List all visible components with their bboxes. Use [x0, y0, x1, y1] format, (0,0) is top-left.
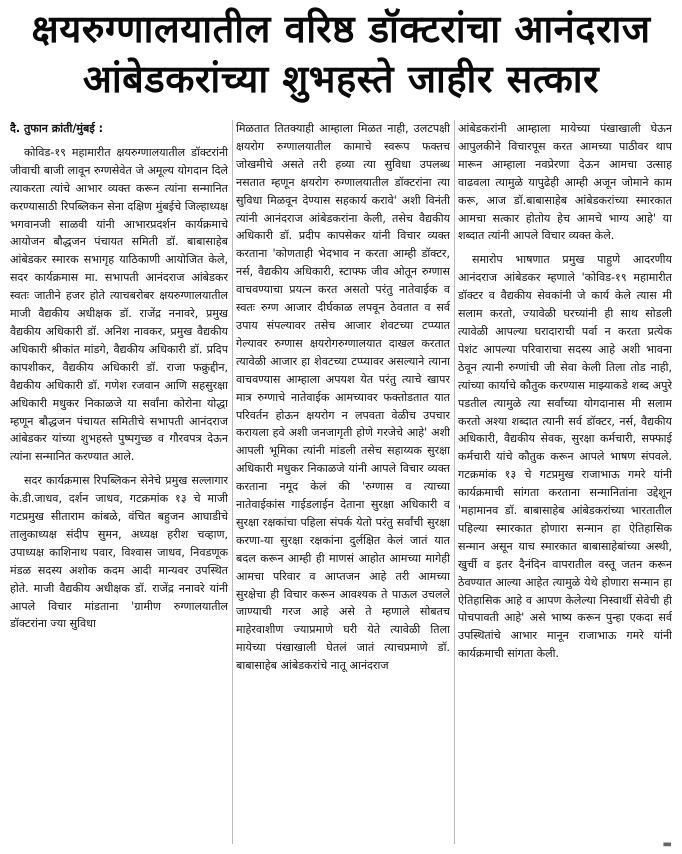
paragraph: कोविड-१९ महामारीत क्षयरुग्णालयातील डॉक्टरांनी जीवाची बाजी लावून रुग्णसेवेत जे अमूल्य योगदान दिले त्याकरता त्यांचे आभार व्यक्त करून त्यांना सन्मानित करण्यासाठी रिपब्लिकन सेना दक्षिण मुंबईचे जिल्हाध्यक्ष भगवानजी साळवी यांनी आभारप्रदर्शन कार्यक्रमाचे आयोजन बौद्धजन पंचायत समिती डॉ. बाबासाहेब आंबेडकर स्मारक सभागृह याठिकाणी आयोजित केले, सदर कार्यक्रमास मा. सभापती आनंदराज आंबेडकर स्वतः जातीने हजर होते त्याचबरोबर क्षयरुग्णालयातील माजी वैद्यकीय अधीक्षक डॉ. राजेंद्र ननावरे, प्रमुख वैद्यकीय अधिकारी डॉ. अनिश नावकर, प्रमुख वैद्यकीय अधिकारी श्रीकांत मांडगे, वैद्यकीय अधिकारी डॉ. प्रदिप कापशीकर, वैद्यकीय अधिकारी डॉ. राजा फक्रुद्दीन, वैद्यकीय अधिकारी डॉ. गणेश रजवान आणि सहसुरक्षा अधिकारी मधुकर निकाळजे या सर्वांना कोरोना योद्धा म्हणून बौद्धजन पंचायत समितीचे सभापती आनंदराज आंबेडकर यांच्या शुभहस्ते पुष्पगुच्छ व गौरवपत्र देऊन त्यांना सन्मानित करण्यात आले. [10, 145, 228, 464]
paragraph: मिळतात तितक्याही आम्हाला मिळत नाही, उलटपक्षी क्षयरोग रुग्णालयातील कामाचे स्वरूप फक्तच जोखमीचे असते तरी हव्या त्या सुविधा उपलब्ध नसतात म्हणून क्षयरोग रुग्णालयातील डॉक्टरांना त्या सुविधा मिळवून देण्यास सहकार्य करावे' अशी विनंती त्यांनी आनंदराज आंबेडकरांना केली, तसेच वैद्यकीय अधिकारी डॉ. प्रदीप कापसेकर यांनी विचार व्यक्त करताना 'कोणताही भेदभाव न करता आम्ही डॉक्टर, नर्स, वैद्यकीय अधिकारी, स्टाफ्फ जीव ओतून रुग्णास वाचवण्याचा प्रयत्न करत असतो परंतु नातेवाईक व स्वतः रुग्ण आजार दीर्घकाळ लपवून ठेवतात व सर्व उपाय संपल्यावर तसेच आजार शेवटच्या टप्प्यात गेल्यावर रुग्णास क्षयरोगरुग्णालयात दाखल करतात त्यावेळी आजार हा शेवटच्या टप्प्यावर असल्याने त्याना वाचवण्यास आम्हाला अपयश येत परंतु त्याचे खापर मात्र रुग्णाचे नातेवाईक आमच्यावर फक्तोडतात यात परिवर्तन होऊन क्षयरोग न लपवता वेळीच उपचार करायला हवे अशी जनजागृती होणे गरजेचे आहे' अशी आपली भूमिका त्यांनी मांडली तसेच सहाय्यक सुरक्षा अधिकारी मधुकर निकाळजे यांनी आपले विचार व्यक्त करताना नमूद केलं की 'रुग्णास व त्याच्या नातेवाईकांस गाईडलाईन देताना सुरक्षा अधिकारी व सुरक्षा रक्षकांचा पहिला संपर्क येतो परंतु सर्वांची सुरक्षा करणा-या सुरक्षा रक्षकांना दुर्लक्षित केलं जातं यात बदल करून आम्ही ही माणसं आहोत आमच्या मागेही आमचा परिवार व आप्तजन आहे तरी आमच्या सुरक्षेचा ही विचार करून आवश्यक ते पाऊल उचलले जाण्याची गरज आहे असे ते म्हणाले सोबतच माहेरवाशीण ज्याप्रमाणे घरी येते त्यावेळी तिला मायेच्या पंखाखाली घेतलं जातं त्याचप्रमाणे डॉ. बाबासाहेब आंबेडकरांचे नातू आनंदराज [236, 122, 450, 673]
paragraph: आंबेडकरांनी आम्हाला मायेच्या पंखाखाली घेऊन आपुलकीने विचारपूस करत आमच्या पाठीवर थाप मारून आम्हाला नवप्रेरणा देऊन आमचा उत्साह वाढवला त्यामुळे यापुढेही आम्ही अजून जोमाने काम करू, आज डॉ.बाबासाहेब आंबेडकरांच्या स्मारकात आमचा सत्कार होतोय हेच आमचे भाग्य आहे' या शब्दात त्यांनी आपले विचार व्यक्त केले. [458, 122, 672, 243]
headline [10, 8, 672, 101]
headline-line-2: आंबेडकरांच्या शुभहस्ते जाहीर सत्कार [82, 56, 600, 101]
paragraph: सदर कार्यक्रमास रिपब्लिकन सेनेचे प्रमुख सल्लागार के.डी.जाधव, दर्शन जाधव, गटक्रमांक १३ चे माजी गटप्रमुख सीताराम कांबळे, वंचित बहुजन आघाडीचे तालुकाध्यक्ष संदीप सुमन, अध्यक्ष हरीश चव्हाण, उपाध्यक्ष काशिनाथ पवार, विश्वास जाधव, निवडणूक मंडळ सदस्य अशोक कदम आदी मान्यवर उपस्थित होते. माजी वैद्यकीय अधीक्षक डॉ. राजेंद्र ननावरे यांनी आपले विचार मांडताना 'ग्रामीण रुग्णालयातील डॉक्टरांना ज्या सुविधा [10, 474, 228, 631]
article-body [10, 120, 672, 844]
headline-line-1: क्षयरुग्णालयातील वरिष्ठ डॉक्टरांचा आनंदराज [31, 7, 651, 51]
column-1 [10, 120, 228, 844]
column-2 [232, 120, 450, 844]
corner-mark: ▬ [662, 839, 672, 850]
dateline: दै. तुफान क्रांती/मुंबई : [10, 122, 104, 135]
paragraph: समारोप भाषणात प्रमुख पाहुणे आदरणीय आनंदराज आंबेडकर म्हणाले 'कोविड-१९ महामारीत डॉक्टर व वैद्यकीय सेवकांनी जे कार्य केले त्यास मी सलाम करतो, ज्यावेळी घरच्यांनी ही साथ सोडली त्यावेळी आपल्या घरादाराची पर्वा न करता प्रत्येक पेशंट आपल्या परिवाराचा सदस्य आहे अशी भावना ठेवून त्यानी रुग्णांची जी सेवा केली तिला तोड नाही, त्यांच्या कार्याचे कौतुक करण्यास माझ्याकडे शब्द अपुरे पडतील त्यामुळे त्या सर्वांच्या योगदानास मी सलाम करतो अश्या शब्दात त्यानी सर्व डॉक्टर, नर्स, वैद्यकीय अधिकारी, वैद्यकीय सेवक, सुरक्षा कर्मचारी, सफ्फाई कर्मचारी यांचे कौतुक करून आपले भाषण संपवले. गटक्रमांक १३ चे गटप्रमुख राजाभाऊ गमरे यांनी कार्यक्रमाची सांगता करताना सन्मानितांना उद्देशून 'महामानव डॉ. बाबासाहेब आंबेडकरांच्या भारतातील पहिल्या स्मारकात होणारा सन्मान हा ऐतिहासिक सन्मान असून याच स्मारकात बाबासाहेबांच्या अस्थी, खुर्ची व इतर दैनंदिन वापरातील वस्तू जतन करून ठेवण्यात आल्या आहेत त्यामुळे येथे होणारा सन्मान हा ऐतिहासिक आहे व आपण केलेल्या निस्वार्थी सेवेची ही पोचपावती आहे' असे भाष्य करून पुन्हा एकदा सर्व उपस्थितांचे आभार मानून राजाभाऊ गमरे यांनी कार्यक्रमाची सांगता केली. [458, 253, 672, 661]
column-3 [454, 120, 672, 844]
